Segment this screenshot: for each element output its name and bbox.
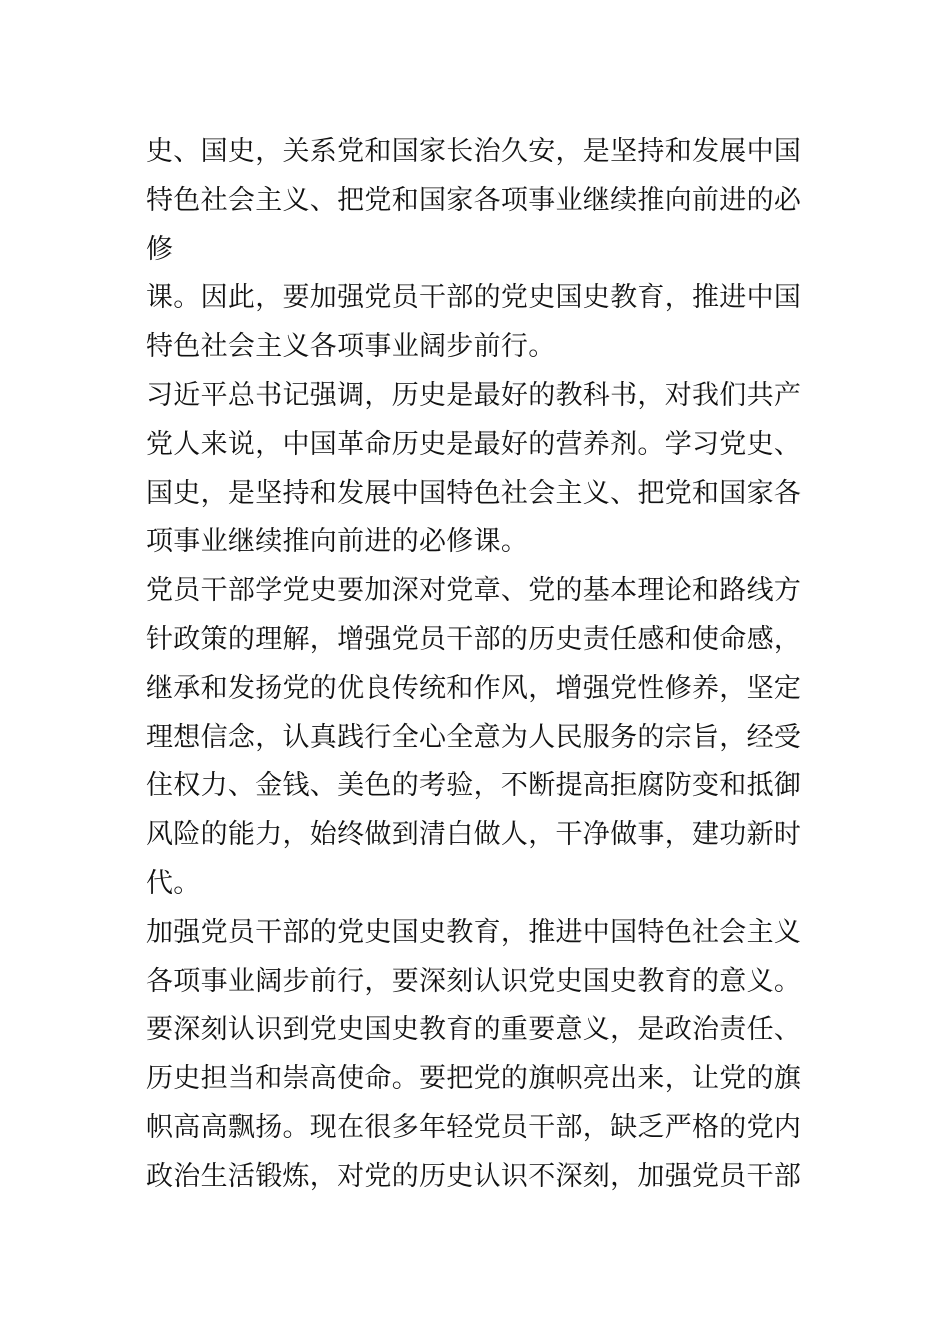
text-line: 帜高高飘扬。现在很多年轻党员干部，缺乏严格的党内 (146, 1111, 802, 1143)
text-line: 课。因此，要加强党员干部的党史国史教育，推进中国 (146, 282, 802, 314)
text-line: 历史担当和崇高使命。要把党的旗帜亮出来，让党的旗 (146, 1063, 802, 1095)
text-line: 项事业继续推向前进的必修课。 (146, 526, 529, 558)
document-body (146, 128, 806, 1202)
text-line: 代。 (146, 867, 201, 899)
text-line: 特色社会主义各项事业阔步前行。 (146, 331, 556, 363)
text-line: 继承和发扬党的优良传统和作风，增强党性修养，坚定 (146, 672, 802, 704)
text-line: 史、国史，关系党和国家长治久安，是坚持和发展中国 (146, 136, 802, 167)
text-line: 加强党员干部的党史国史教育，推进中国特色社会主义 (146, 916, 802, 948)
text-line: 要深刻认识到党史国史教育的重要意义，是政治责任、 (146, 1014, 802, 1046)
text-line: 修 (146, 233, 174, 265)
text-line: 风险的能力，始终做到清白做人，干净做事，建功新时 (146, 819, 802, 851)
text-line: 国史，是坚持和发展中国特色社会主义、把党和国家各 (146, 477, 802, 509)
text-line: 习近平总书记强调，历史是最好的教科书，对我们共产 (146, 379, 802, 411)
text-line: 政治生活锻炼，对党的历史认识不深刻，加强党员干部 (146, 1160, 802, 1192)
text-line: 特色社会主义、把党和国家各项事业继续推向前进的必 (146, 184, 802, 216)
text-line: 理想信念，认真践行全心全意为人民服务的宗旨，经受 (146, 721, 802, 753)
text-line: 针政策的理解，增强党员干部的历史责任感和使命感， (146, 623, 802, 655)
text-line: 住权力、金钱、美色的考验，不断提高拒腐防变和抵御 (146, 770, 802, 802)
text-line: 党员干部学党史要加深对党章、党的基本理论和路线方 (146, 575, 802, 607)
text-line: 各项事业阔步前行，要深刻认识党史国史教育的意义。 (146, 965, 802, 997)
text-line: 党人来说，中国革命历史是最好的营养剂。学习党史、 (146, 428, 802, 460)
